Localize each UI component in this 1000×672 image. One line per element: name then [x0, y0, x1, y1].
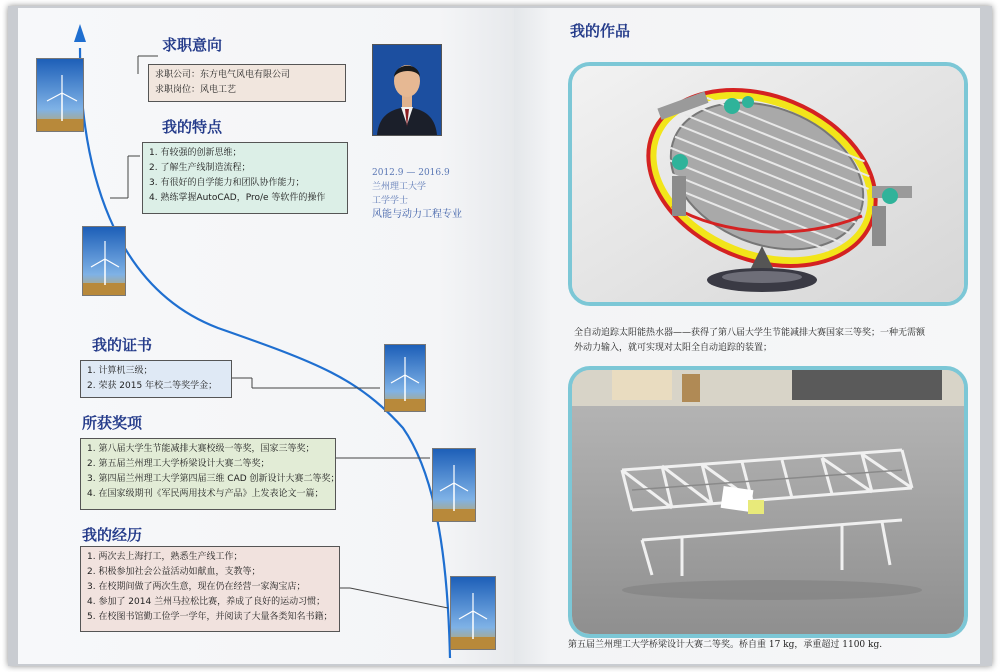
features-heading: 我的特点 — [162, 118, 223, 136]
wind-turbine-photo — [432, 448, 476, 522]
awards-item: 1. 第八届大学生节能减排大赛校级一等奖，国家三等奖； — [87, 444, 315, 454]
certificates-item: 1. 计算机三级； — [87, 366, 153, 376]
awards-box — [80, 438, 340, 510]
solar-tracker-photo — [568, 62, 968, 306]
job-company: 求职公司：东方电气风电有限公司 — [155, 70, 291, 80]
awards-item: 3. 第四届兰州理工大学第四届三维 CAD 创新设计大赛二等奖； — [87, 474, 340, 484]
portrait-photo — [372, 44, 442, 136]
education-degree: 工学学士 — [372, 196, 409, 206]
education-major: 风能与动力工程专业 — [372, 209, 462, 220]
features-item: 4. 熟练掌握AutoCAD，Pro/e 等软件的操作 — [149, 193, 326, 203]
wind-turbine-icon — [83, 227, 125, 295]
bridge-model-photo — [568, 366, 968, 638]
awards-heading: 所获奖项 — [82, 414, 143, 432]
experience-item: 4. 参加了 2014 兰州马拉松比赛，养成了良好的运动习惯； — [87, 597, 326, 607]
wind-turbine-photo — [384, 344, 426, 412]
features-item: 3. 有很好的自学能力和团队协作能力； — [149, 178, 305, 188]
features-item: 1. 有较强的创新思维； — [149, 148, 242, 158]
caption-line: 全自动追踪太阳能热水器——获得了第八届大学生节能减排大赛国家三等奖；一种无需额 — [574, 328, 926, 338]
wind-turbine-photo — [450, 576, 496, 650]
right-page — [514, 8, 980, 664]
wind-turbine-icon — [451, 577, 495, 649]
experience-item: 5. 在校图书馆勤工俭学一学年，并阅读了大量各类知名书籍； — [87, 612, 333, 622]
arrow-head-icon — [74, 24, 86, 42]
experience-item: 1. 两次去上海打工，熟悉生产线工作； — [87, 552, 243, 562]
brochure-spread — [8, 6, 992, 666]
experience-heading: 我的经历 — [82, 526, 143, 544]
person-icon — [373, 45, 441, 135]
wind-turbine-icon — [37, 59, 83, 131]
job-intent-heading: 求职意向 — [162, 36, 223, 54]
education-period: 2012.9 — 2016.9 — [372, 168, 450, 178]
awards-item: 2. 第五届兰州理工大学桥梁设计大赛二等奖； — [87, 459, 270, 469]
caption-line: 外动力输入，就可实现对太阳全自动追踪的装置； — [574, 343, 773, 353]
bridge-caption: 第五届兰州理工大学桥梁设计大赛二等奖。桥自重 17 kg，承重超过 1100 kg. — [568, 640, 883, 650]
features-item: 2. 了解生产线制造流程； — [149, 163, 251, 173]
features-box — [142, 142, 348, 214]
certificates-heading: 我的证书 — [92, 336, 153, 354]
certificates-box — [80, 360, 232, 398]
works-heading: 我的作品 — [570, 22, 631, 40]
experience-item: 2. 积极参加社会公益活动如献血，支教等； — [87, 567, 261, 577]
wind-turbine-photo — [36, 58, 84, 132]
wind-turbine-icon — [385, 345, 425, 411]
education-block — [372, 166, 502, 222]
experience-item: 3. 在校期间做了两次生意，现在仍在经营一家淘宝店； — [87, 582, 306, 592]
solar-tracker-render — [572, 66, 964, 302]
experience-box — [80, 546, 340, 632]
awards-item: 4. 在国家级期刊《军民两用技术与产品》上发表论文一篇； — [87, 489, 324, 499]
certificates-item: 2. 荣获 2015 年校二等奖学金； — [87, 381, 218, 391]
wind-turbine-photo — [82, 226, 126, 296]
wind-turbine-icon — [433, 449, 475, 521]
solar-tracker-caption — [574, 326, 970, 356]
education-school: 兰州理工大学 — [372, 182, 427, 192]
job-position: 求职岗位：风电工艺 — [155, 85, 237, 95]
bridge-model-render — [572, 370, 964, 634]
left-page — [18, 8, 514, 664]
job-intent-box — [148, 64, 346, 102]
